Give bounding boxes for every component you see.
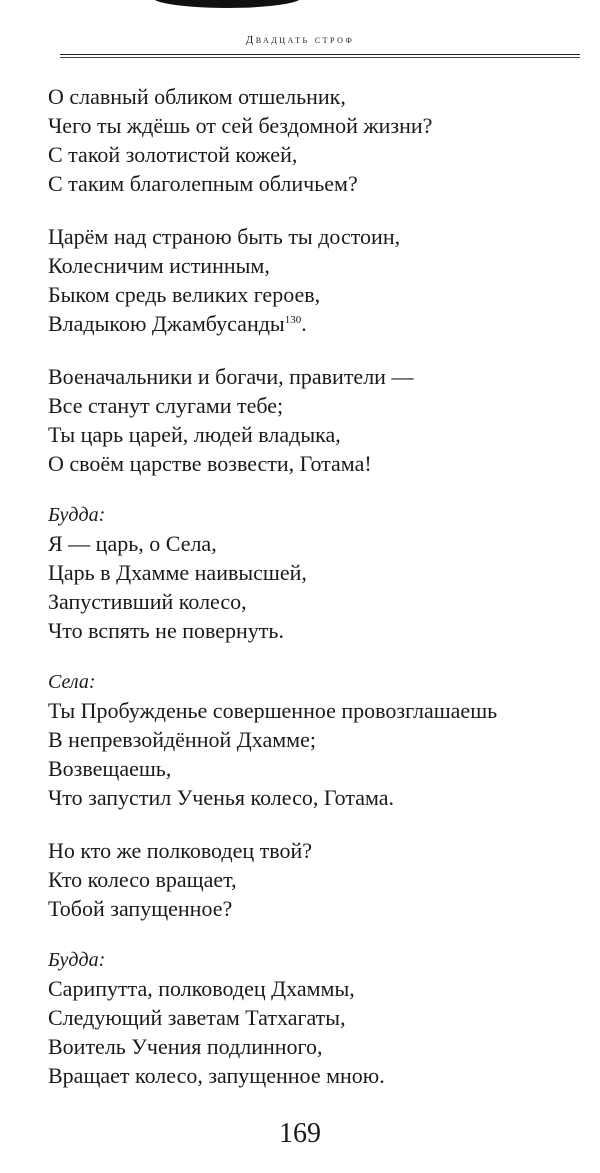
verse-line: Тобой запущенное? <box>48 896 233 921</box>
verse-line: Я — царь, о Села, <box>48 531 217 556</box>
verse-line: Ты царь царей, людей владыка, <box>48 422 341 447</box>
verse-line: Что запустил Ученья колесо, Готама. <box>48 785 395 810</box>
header-rule-secondary <box>60 57 580 58</box>
speaker-label: Будда: <box>48 504 106 526</box>
stanza-6 <box>48 836 580 923</box>
speaker-label: Села: <box>48 671 96 693</box>
verse-line: Возвещаешь, <box>48 756 172 781</box>
verse-line: Сарипутта, полководец Дхаммы, <box>48 976 355 1001</box>
stanza-3 <box>48 362 580 478</box>
verse-line: Что вспять не повернуть. <box>48 618 284 643</box>
verse-line: Кто колесо вращает, <box>48 867 237 892</box>
stanza-1 <box>48 82 580 198</box>
stanza-4 <box>48 502 580 645</box>
stanza-7 <box>48 947 580 1090</box>
verse-line: О своём царстве возвести, Готама! <box>48 451 372 476</box>
verse-line: Царь в Дхамме наивысшей, <box>48 560 307 585</box>
stanza-2 <box>48 222 580 338</box>
verse-line: Вращает колесо, запущенное мною. <box>48 1063 385 1088</box>
verse-line: Ты Пробужденье совершенное провозглашаешь <box>48 698 498 723</box>
verse-line: Следующий заветам Татхагаты, <box>48 1005 346 1030</box>
verse-line: Колесничим истинным, <box>48 253 270 278</box>
verse-line: Но кто же полководец твой? <box>48 838 313 863</box>
verse-line: Чего ты ждёшь от сей бездомной жизни? <box>48 113 433 138</box>
stanza-5 <box>48 669 580 812</box>
page-top-shadow <box>152 0 302 8</box>
verse-line: Военачальники и богачи, правители — <box>48 364 414 389</box>
footnote-ref[interactable]: 130 <box>284 314 302 326</box>
page-number: 169 <box>279 1118 321 1149</box>
verse-line: Все станут слугами тебе; <box>48 393 284 418</box>
verse-line: С таким благолепным обличьем? <box>48 171 358 196</box>
poem-body <box>48 82 580 1114</box>
verse-line: О славный обликом отшельник, <box>48 84 346 109</box>
verse-line-with-footnote: Владыкою Джамбусанды$^{130}$. <box>48 311 307 336</box>
verse-line: Царём над страною быть ты достоин, <box>48 224 401 249</box>
verse-line: Воитель Учения подлинного, <box>48 1034 323 1059</box>
verse-line: В непревзойдённой Дхамме; <box>48 727 316 752</box>
verse-line: Запустивший колесо, <box>48 589 247 614</box>
verse-line: С такой золотистой кожей, <box>48 142 298 167</box>
verse-line: Быком средь великих героев, <box>48 282 321 307</box>
header-rule <box>60 54 580 55</box>
verse-line-text: Владыкою Джамбусанды <box>48 311 285 336</box>
running-head: Двадцать строф <box>245 34 355 46</box>
speaker-label: Будда: <box>48 949 106 971</box>
